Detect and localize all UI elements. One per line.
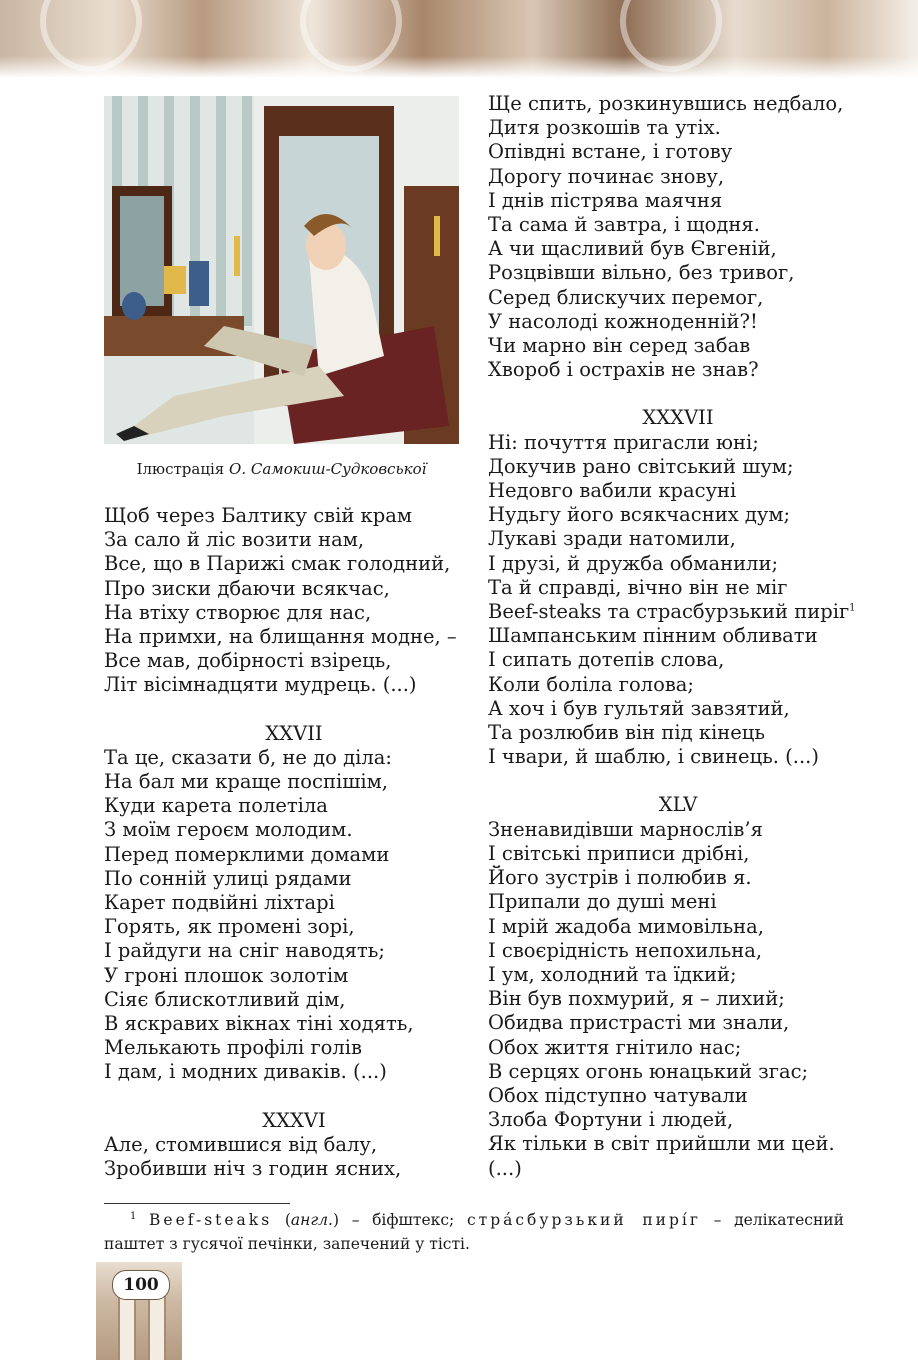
verse-line: В яскравих вікнах тіні ходять, — [104, 1012, 414, 1036]
verse-line: (...) — [488, 1156, 522, 1180]
verse-line: І друзі, й дружба обманили; — [488, 551, 779, 575]
verse-line: Розцвівши вільно, без тривог, — [488, 261, 795, 285]
stanza-xxxvii — [488, 406, 858, 769]
verse-line: Про зиски дбаючи всякчас, — [104, 576, 390, 600]
verse-line: Та й справді, вічно він не міг — [488, 575, 788, 599]
verse-line: І сипать дотепів слова, — [488, 648, 725, 672]
verse-line: Шампанським пінним обливати — [488, 624, 818, 648]
verse-line: Обох життя гнітило нас; — [488, 1035, 742, 1059]
caption-label: Ілюстрація — [136, 460, 225, 478]
verse-line: На примхи, на блищання модне, – — [104, 625, 457, 649]
verse-line: І дам, і модних диваків. (...) — [104, 1060, 387, 1084]
arch-ornament — [40, 0, 142, 72]
footnote-number: 1 — [130, 1210, 137, 1222]
verse-line: Як тільки в світ прийшли ми цей. — [488, 1132, 835, 1156]
verse-line: І світські приписи дрібні, — [488, 841, 750, 865]
verse-line: І райдуги на сніг наводять; — [104, 939, 385, 963]
verse-line: Мелькають профілі голів — [104, 1036, 363, 1060]
footnote-language: англ. — [290, 1211, 333, 1229]
verse-line: Недовго вабили красуні — [488, 479, 737, 503]
verse-line: В серцях огонь юнацький згас; — [488, 1059, 809, 1083]
verse-line: Все, що в Парижі смак голодний, — [104, 552, 451, 576]
verse-line: За сало й ліс возити нам, — [104, 528, 365, 552]
verse-line: Та це, сказати б, не до діла: — [104, 745, 392, 769]
verse-line: Злоба Фортуни і людей, — [488, 1108, 734, 1132]
verse-line: Коли боліла голова; — [488, 672, 694, 696]
verse-line: Опівдні встане, і готову — [488, 140, 733, 164]
verse-line: Ні: почуття пригасли юні; — [488, 430, 759, 454]
arch-ornament — [300, 0, 402, 72]
painting-image — [104, 96, 459, 444]
verse-line: Зненавидівши марнослів’я — [488, 817, 763, 841]
verse-line: Куди карета полетіла — [104, 794, 328, 818]
verse-line: А хоч і був гультяй завзятий, — [488, 696, 790, 720]
verse-line: Все мав, добірності взірець, — [104, 649, 392, 673]
stanza-xxxvi — [104, 1109, 474, 1182]
verse-line: Горять, як промені зорі, — [104, 915, 355, 939]
right-text-column — [488, 92, 858, 1181]
left-text-column — [104, 504, 474, 1181]
stanza-xxvii — [104, 722, 474, 1085]
verse-line: Припали до душі мені — [488, 890, 717, 914]
stanza-number: XXVII — [265, 721, 323, 745]
verse-line: Серед блискучих перемог, — [488, 285, 764, 309]
verse-line: З моїм героєм молодим. — [104, 818, 353, 842]
decorative-header-banner — [0, 0, 918, 78]
stanza-number: XXXVI — [262, 1108, 326, 1132]
arch-ornament — [620, 0, 722, 72]
verse-line: Щоб через Балтику свій крам — [104, 504, 413, 527]
verse-line: Дитя розкошів та утіх. — [488, 116, 721, 140]
verse-line: На втіху створює для нас, — [104, 600, 372, 624]
verse-line: Але, стомившися від балу, — [104, 1132, 378, 1156]
verse-line: І ум, холодний та їдкий; — [488, 962, 737, 986]
verse-line: Ще спить, розкинувшись недбало, — [488, 92, 844, 115]
stanza-xxxvi-continued — [488, 92, 858, 382]
verse-line: Карет подвійні ліхтарі — [104, 891, 335, 915]
verse-line: У насолоді кожноденній?! — [488, 309, 758, 333]
stanza-xlv — [488, 793, 858, 1180]
verse-line: Лукаві зради натомили, — [488, 527, 736, 551]
footnote-marker: 1 — [849, 602, 856, 614]
verse-line: Він був похмурий, я – лихий; — [488, 987, 785, 1011]
verse-line: Хвороб і острахів не знав? — [488, 358, 759, 382]
verse-line: Літ вісімнадцяти мудрець. (...) — [104, 673, 417, 697]
verse-line: Перед померклими домами — [104, 842, 390, 866]
illustration-painting — [104, 96, 459, 444]
verse-line: На бал ми краще поспішім, — [104, 770, 388, 794]
verse-line: Чи марно він серед забав — [488, 334, 751, 358]
verse-line: Зробивши ніч з годин ясних, — [104, 1157, 402, 1181]
verse-line: І днів пістрява маячня — [488, 188, 723, 212]
verse-line: Його зустрів і полюбив я. — [488, 866, 752, 890]
footnote-text: – біфштекс; — [351, 1211, 455, 1229]
stanza-intro — [104, 504, 474, 698]
stanza-number: XXXVII — [642, 406, 714, 430]
caption-author: О. Самокиш-Судковської — [229, 460, 427, 478]
verse-line: А чи щасливий був Євгеній, — [488, 237, 777, 261]
verse-line: У гроні плошок золотім — [104, 963, 349, 987]
verse-line: Докучив рано світський шум; — [488, 454, 794, 478]
verse-line: І своєрідність непохильна, — [488, 938, 763, 962]
illustration-caption — [104, 460, 459, 478]
verse-line: Та сама й завтра, і щодня. — [488, 213, 760, 237]
verse-line: Та розлюбив він під кінець — [488, 721, 765, 745]
verse-line-with-footnote — [488, 600, 858, 624]
footnote: $^1$ Beef-steaks (англ.) – біфштекс; стрáсбурзький пирíг – делікатесний паштет з гусячої печінки, запечений у тісті. — [104, 1210, 844, 1253]
verse-text: Beef-steaks та страсбурзький пиріг — [488, 600, 850, 624]
verse-line: Нудьгу його всякчасних дум; — [488, 503, 791, 527]
footnote-text-2: – делікатесний паштет з гусячої печінки, запечений у тісті. — [104, 1211, 844, 1253]
footnote-divider — [104, 1203, 290, 1204]
verse-line: Сіяє блискотливий дім, — [104, 987, 346, 1011]
verse-line: І чвари, й шаблю, і свинець. (...) — [488, 745, 819, 769]
verse-line: Обидва пристрасті ми знали, — [488, 1011, 790, 1035]
verse-line: І мрій жадоба мимовільна, — [488, 914, 764, 938]
verse-line: Дорогу починає знову, — [488, 164, 725, 188]
page-number: 100 — [112, 1270, 170, 1300]
footnote-term-2: стрáсбурзький пирíг — [466, 1211, 701, 1229]
footnote-term: Beef-steaks — [149, 1211, 273, 1229]
stanza-number: XLV — [658, 793, 698, 817]
verse-line: По сонній улиці рядами — [104, 866, 352, 890]
verse-line: Обох підступно чатували — [488, 1083, 748, 1107]
